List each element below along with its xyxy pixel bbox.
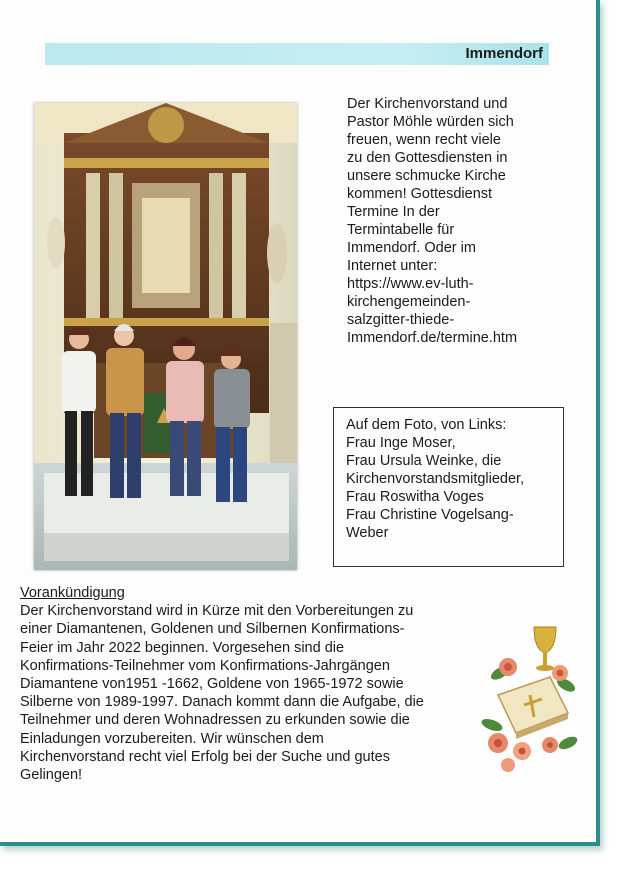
caption-line: Kirchenvorstandsmitglieder,	[346, 471, 525, 487]
intro-line: Pastor Möhle würden sich	[347, 114, 514, 130]
caption-line: Frau Roswitha Voges	[346, 489, 484, 505]
section-title: Immendorf	[465, 45, 543, 62]
announcement-line: einer Diamantenen, Goldenen und Silbernen Konfirmations-	[20, 621, 405, 638]
intro-line: Internet unter:	[347, 258, 438, 274]
announcement-line: Einladungen vorzubereiten. Wir wünschen dem	[20, 730, 324, 747]
url-line: kirchengemeinden-	[347, 294, 471, 310]
announcement-line: Diamantene von1951 -1662, Goldene von 1965-1972 sowie	[20, 676, 404, 693]
section-header-band	[45, 43, 549, 65]
announcement-line: Konfirmations-Teilnehmer vom Konfirmations-Jahrgängen	[20, 657, 390, 674]
intro-line: kommen! Gottesdienst	[347, 186, 493, 202]
url-line: https://www.ev-luth-	[347, 276, 474, 292]
announcement-line: Teilnehmer und deren Wohnadressen zu erkunden sowie die	[20, 712, 410, 729]
caption-line: Weber	[346, 525, 389, 541]
announcement-line: Kirchenvorstand recht viel Erfolg bei der Suche und gutes	[20, 748, 390, 765]
intro-line: freuen, wenn recht viele	[347, 132, 501, 148]
announcement	[20, 584, 490, 784]
photo-caption-box	[333, 407, 564, 567]
caption-line: Frau Ursula Weinke, die	[346, 453, 502, 469]
bible-chalice-roses-clipart	[478, 625, 578, 775]
announcement-line: Feier im Jahr 2022 beginnen. Vorgesehen sind die	[20, 639, 345, 656]
intro-line: zu den Gottesdiensten in	[347, 150, 508, 166]
announcement-heading: Vorankündigung	[20, 585, 125, 601]
intro-line: Immendorf. Oder im	[347, 240, 476, 256]
caption-line: Auf dem Foto, von Links:	[346, 417, 507, 433]
altar-group-photo	[34, 103, 297, 570]
intro-line: Der Kirchenvorstand und	[347, 96, 508, 112]
photo-caption	[346, 416, 524, 542]
url-line: Immendorf.de/termine.htm	[347, 330, 518, 346]
announcement-line: Silberne von 1989-1997. Danach kommt dann die Aufgabe, die	[20, 694, 424, 711]
caption-line: Frau Inge Moser,	[346, 435, 456, 451]
caption-line: Frau Christine Vogelsang-	[346, 507, 514, 523]
announcement-line: Gelingen!	[20, 767, 83, 784]
intro-line: Termintabelle für	[347, 222, 455, 238]
announcement-line: Der Kirchenvorstand wird in Kürze mit den Vorbereitungen zu	[20, 603, 414, 620]
intro-line: Termine In der	[347, 204, 440, 220]
intro-text	[347, 95, 562, 347]
url-line: salzgitter-thiede-	[347, 312, 455, 328]
intro-line: unsere schmucke Kirche	[347, 168, 506, 184]
